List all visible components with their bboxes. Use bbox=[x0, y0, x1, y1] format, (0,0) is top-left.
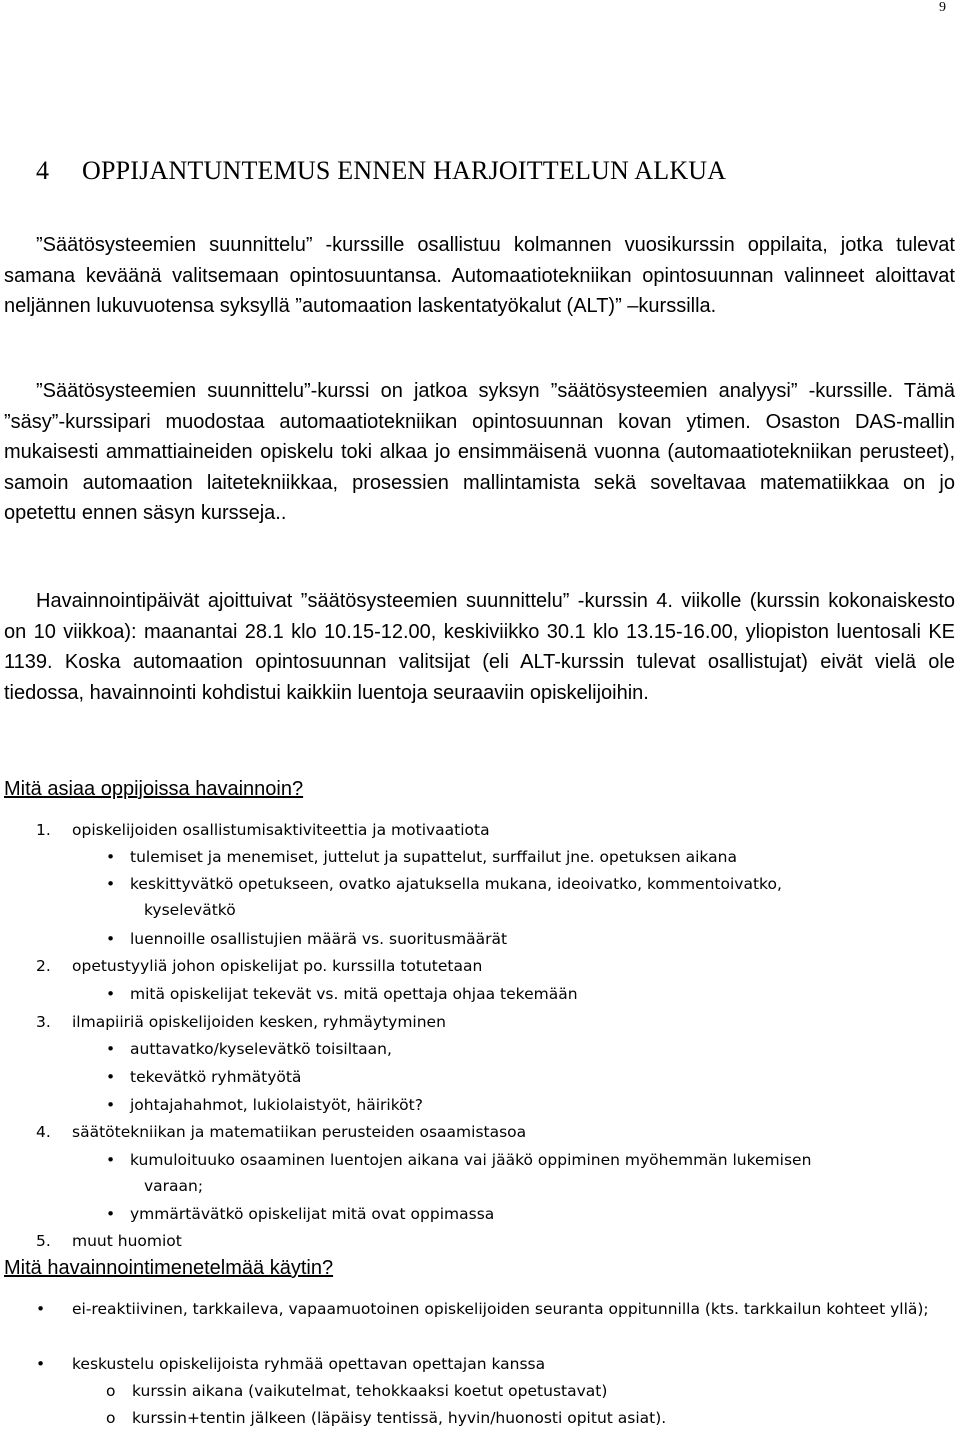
sub-bullet-item: o kurssin aikana (vaikutelmat, tehokkaaksi koetut opetustavat) bbox=[106, 1378, 906, 1404]
bullet-item: • tulemiset ja menemiset, juttelut ja supattelut, surffailut jne. opetuksen aikana bbox=[106, 844, 906, 870]
paragraph-2: ”Säätösysteemien suunnittelu”-kurssi on jatkoa syksyn ”säätösysteemien analyysi” -kurssille. Tämä ”säsy”-kurssipari muodostaa automaatiotekniikan opintosuunnan kovan ytimen. Osaston DAS-mallin mukaisesti ammattiaineiden opiskelu toki alkaa jo ensimmäisenä vuonna (automaatiotekniikan perusteet), samoin automaation laitetekniikkaa, prosessien mallintamista sekä soveltavaa matematiikkaa on jo opetettu ennen säsyn kursseja.. bbox=[4, 380, 955, 524]
paragraph-3: Havainnointipäivät ajoittuivat ”säätösysteemien suunnittelu” -kurssin 4. viikolle (kurssin kokonaiskesto on 10 viikkoa): maanantai 28.1 klo 10.15-12.00, keskiviikko 30.1 klo 13.15-16.00, yliopiston luentosali KE 1139. Koska automaation opintosuunnan valitsijat (eli ALT-kurssin tulevat osallistujat) eivät vielä ole tiedossa, havainnointi kohdistui kaikkiin luentoja seuraaviin opiskelijoihin. bbox=[4, 590, 955, 704]
page-number: 9 bbox=[939, 0, 946, 15]
numbered-item: 2. opetustyyliä johon opiskelijat po. kurssilla totutetaan bbox=[36, 957, 483, 975]
bullet-icon: • bbox=[106, 930, 116, 948]
section2-title: Mitä havainnointimenetelmää käytin? bbox=[4, 1257, 334, 1279]
bullet-item: • keskustelu opiskelijoista ryhmää opettavan opettajan kanssa bbox=[36, 1351, 936, 1378]
bullet-icon: • bbox=[106, 1068, 116, 1086]
bullet-icon: • bbox=[106, 875, 116, 893]
bullet-icon: • bbox=[106, 1205, 116, 1223]
bullet-icon: • bbox=[36, 1300, 46, 1318]
sub-bullet-item: o kurssin+tentin jälkeen (läpäisy tentissä, hyvin/huonosti opitut asiat). bbox=[106, 1405, 906, 1431]
bullet-icon: • bbox=[36, 1355, 46, 1373]
heading-number: 4 bbox=[36, 156, 50, 185]
bullet-item: • kumuloituuko osaaminen luentojen aikana vai jääkö oppiminen myöhemmän lukemisen varaan; bbox=[106, 1147, 906, 1199]
bullet-icon: • bbox=[106, 1151, 116, 1169]
bullet-icon: • bbox=[106, 1096, 116, 1114]
bullet-icon: • bbox=[106, 985, 116, 1003]
bullet-item: • auttavatko/kyselevätkö toisiltaan, bbox=[106, 1036, 906, 1062]
bullet-icon: • bbox=[106, 848, 116, 866]
circle-bullet-icon: o bbox=[106, 1409, 116, 1427]
bullet-item: • ei-reaktiivinen, tarkkaileva, vapaamuotoinen opiskelijoiden seuranta oppitunnilla (kts. tarkkailun kohteet yllä); bbox=[36, 1296, 936, 1323]
bullet-item: • tekevätkö ryhmätyötä bbox=[106, 1064, 906, 1090]
section1-title: Mitä asiaa oppijoissa havainnoin? bbox=[4, 778, 304, 800]
bullet-item: • johtajahahmot, lukiolaistyöt, häiriköt? bbox=[106, 1092, 906, 1118]
heading-title: OPPIJANTUNTEMUS ENNEN HARJOITTELUN ALKUA bbox=[82, 156, 727, 185]
numbered-item: 4. säätötekniikan ja matematiikan perusteiden osaamistasoa bbox=[36, 1123, 527, 1141]
bullet-item: • ymmärtävätkö opiskelijat mitä ovat oppimassa bbox=[106, 1201, 906, 1227]
bullet-item: • luennoille osallistujien määrä vs. suoritusmäärät bbox=[106, 926, 906, 952]
numbered-item: 5. muut huomiot bbox=[36, 1232, 182, 1250]
numbered-item: 3. ilmapiiriä opiskelijoiden kesken, ryhmäytyminen bbox=[36, 1013, 446, 1031]
bullet-item: • mitä opiskelijat tekevät vs. mitä opettaja ohjaa tekemään bbox=[106, 981, 906, 1007]
section-heading bbox=[36, 156, 726, 186]
bullet-icon: • bbox=[106, 1040, 116, 1058]
circle-bullet-icon: o bbox=[106, 1382, 116, 1400]
bullet-item: • keskittyvätkö opetukseen, ovatko ajatuksella mukana, ideoivatko, kommentoivatko, kyselevätkö bbox=[106, 871, 906, 923]
paragraph-1: ”Säätösysteemien suunnittelu” -kurssille osallistuu kolmannen vuosikurssin oppilaita, jotka tulevat samana keväänä valitsemaan opintosuuntansa. Automaatiotekniikan opintosuunnan valinneet aloittavat neljännen lukuvuotensa syksyllä ”automaation laskentatyökalut (ALT)” –kurssilla. bbox=[4, 234, 955, 317]
numbered-item: 1. opiskelijoiden osallistumisaktiviteettia ja motivaatiota bbox=[36, 821, 490, 839]
